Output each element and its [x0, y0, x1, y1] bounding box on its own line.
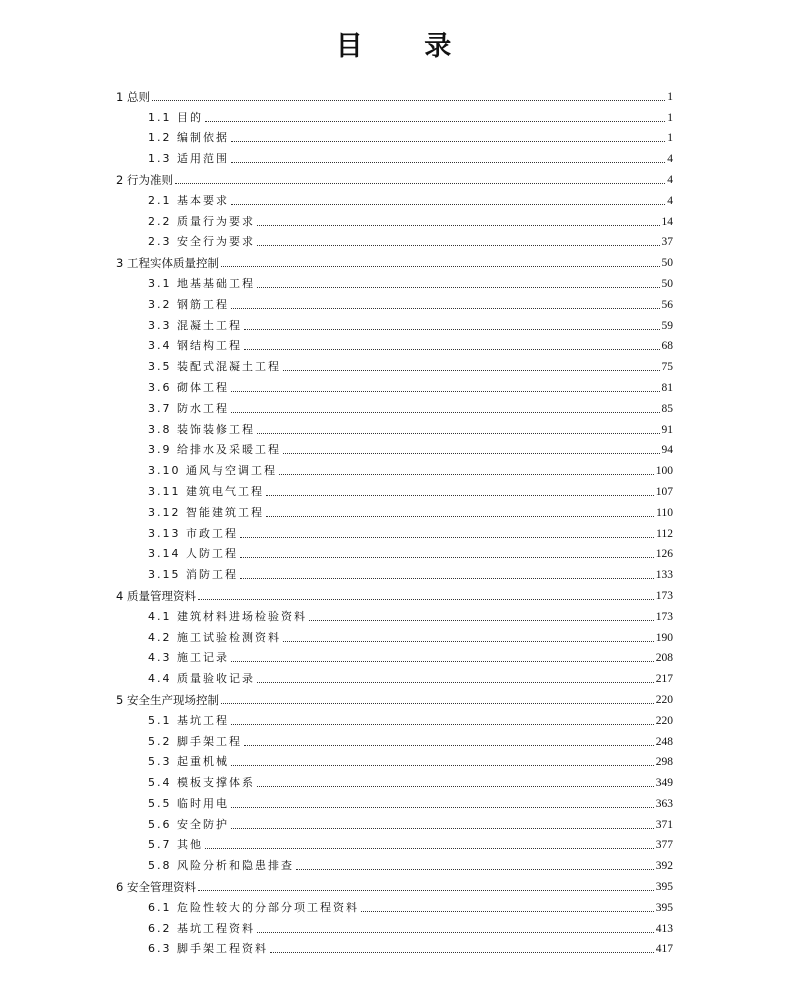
- toc-entry-text: 通风与空调工程: [186, 464, 277, 478]
- toc-entry-number: 2.2: [148, 214, 172, 228]
- toc-leader-dots: [266, 494, 654, 496]
- toc-entry[interactable]: [116, 561, 673, 582]
- toc-entry-text: 质量行为要求: [177, 214, 255, 228]
- toc-entry-label: [148, 194, 229, 208]
- toc-leader-dots: [198, 598, 654, 600]
- toc-leader-dots: [231, 827, 654, 829]
- toc-entry-text: 装饰装修工程: [177, 422, 255, 436]
- toc-page-number: 68: [661, 340, 673, 353]
- toc-entry-label: [148, 610, 307, 624]
- toc-entry-text: 钢筋工程: [177, 297, 229, 311]
- toc-entry-text: 建筑材料进场检验资料: [177, 609, 307, 623]
- toc-page-number: 91: [661, 423, 673, 436]
- toc-entry-label: [148, 922, 255, 936]
- toc-entry[interactable]: [116, 769, 673, 790]
- toc-entry-number: 3.7: [148, 401, 172, 415]
- toc-entry-text: 模板支撑体系: [177, 776, 255, 790]
- toc-page-number: 50: [661, 277, 673, 290]
- toc-page-number: 248: [655, 735, 673, 748]
- toc-page-number: 112: [656, 527, 673, 540]
- toc-entry[interactable]: [116, 353, 673, 374]
- toc-entry-text: 基坑工程资料: [177, 921, 255, 935]
- toc-entry-text: 智能建筑工程: [186, 505, 264, 519]
- toc-entry-number: 4: [116, 588, 124, 603]
- toc-leader-dots: [231, 161, 665, 163]
- toc-entry-text: 行为准则: [126, 172, 173, 187]
- toc-entry-text: 目的: [177, 110, 203, 124]
- toc-entry-label: [148, 111, 203, 125]
- toc-entry[interactable]: [116, 104, 673, 125]
- toc-entry-text: 起重机械: [177, 755, 229, 769]
- toc-entry-number: 3.14: [148, 547, 181, 561]
- toc-leader-dots: [231, 764, 654, 766]
- toc-entry-text: 质量验收记录: [177, 672, 255, 686]
- toc-entry-number: 4.1: [148, 609, 172, 623]
- toc-entry-number: 3.11: [148, 484, 181, 498]
- toc-entry[interactable]: [116, 312, 673, 333]
- toc-leader-dots: [257, 681, 654, 683]
- toc-entry-number: 3.15: [148, 568, 181, 582]
- toc-entry[interactable]: [116, 270, 673, 291]
- toc-entry-number: 5.8: [148, 859, 172, 873]
- toc-entry[interactable]: [116, 457, 673, 478]
- toc-leader-dots: [221, 265, 660, 267]
- toc-leader-dots: [152, 99, 665, 101]
- toc-entry-text: 基本要求: [177, 193, 229, 207]
- toc-entry-label: [148, 402, 229, 416]
- toc-leader-dots: [244, 744, 654, 746]
- toc-entry-number: 3.5: [148, 360, 172, 374]
- toc-entry-text: 混凝土工程: [177, 318, 242, 332]
- toc-entry[interactable]: [116, 665, 673, 686]
- toc-page-number: 395: [655, 881, 673, 894]
- toc-entry[interactable]: [116, 811, 673, 832]
- toc-entry-label: [148, 423, 255, 437]
- toc-entry-text: 临时用电: [177, 796, 229, 810]
- toc-entry[interactable]: [116, 478, 673, 499]
- toc-page-number: 190: [655, 631, 673, 644]
- toc-entry[interactable]: [116, 291, 673, 312]
- toc-leader-dots: [240, 536, 654, 538]
- toc-entry-text: 其他: [177, 838, 203, 852]
- toc-entry-label: [148, 818, 229, 832]
- toc-entry-label: [148, 631, 281, 645]
- toc-entry-number: 3: [116, 256, 124, 271]
- toc-entry[interactable]: [116, 208, 673, 229]
- toc-page-number: 413: [655, 922, 673, 935]
- toc-entry[interactable]: [116, 395, 673, 416]
- toc-entry[interactable]: [116, 894, 673, 915]
- toc-entry-label: [148, 776, 255, 790]
- toc-entry-label: [116, 693, 219, 707]
- toc-entry-label: [148, 735, 242, 749]
- toc-page-number: 81: [661, 381, 673, 394]
- toc-page-number: 349: [655, 777, 673, 790]
- toc-entry-label: [148, 942, 268, 956]
- page-title: 目 录: [335, 31, 478, 62]
- toc-entry[interactable]: [116, 624, 673, 645]
- toc-entry-text: 施工试验检测资料: [177, 630, 281, 644]
- toc-page-number: 220: [655, 693, 673, 706]
- toc-leader-dots: [361, 910, 654, 912]
- toc-entry-label: [148, 506, 264, 520]
- toc-entry-text: 脚手架工程资料: [177, 942, 268, 956]
- toc-entry-number: 2: [116, 172, 124, 187]
- toc-leader-dots: [257, 224, 660, 226]
- toc-entry-label: [148, 131, 229, 145]
- toc-entry-label: [148, 235, 255, 249]
- toc-entry[interactable]: [116, 852, 673, 873]
- toc-page-number: 298: [655, 756, 673, 769]
- toc-entry[interactable]: [116, 645, 673, 666]
- toc-entry-text: 地基基础工程: [177, 276, 255, 290]
- toc-entry-number: 1.1: [148, 110, 172, 124]
- toc-entry[interactable]: [116, 790, 673, 811]
- toc-leader-dots: [240, 577, 654, 579]
- toc-page-number: 377: [655, 839, 673, 852]
- toc-page-number: 107: [655, 485, 673, 498]
- toc-entry-number: 4.4: [148, 672, 172, 686]
- toc-entry-number: 3.12: [148, 505, 181, 519]
- toc-page-number: 4: [667, 194, 673, 207]
- toc-leader-dots: [283, 452, 660, 454]
- toc-entry-number: 5.2: [148, 734, 172, 748]
- toc-entry-text: 防水工程: [177, 401, 229, 415]
- toc-page-number: 85: [661, 402, 673, 415]
- toc-page-number: 94: [661, 444, 673, 457]
- toc-page-number: 100: [655, 465, 673, 478]
- toc-entry-number: 5.1: [148, 713, 172, 727]
- toc-page-number: 417: [655, 943, 673, 956]
- toc-page-number: 14: [661, 215, 673, 228]
- toc-entry-number: 1.2: [148, 131, 172, 145]
- toc-entry-number: 3.10: [148, 464, 181, 478]
- toc-entry-label: [148, 755, 229, 769]
- toc-entry[interactable]: [116, 374, 673, 395]
- toc-entry-number: 3.6: [148, 380, 172, 394]
- toc-entry-label: [148, 651, 229, 665]
- toc-entry[interactable]: [116, 333, 673, 354]
- toc-entry-label: [148, 381, 229, 395]
- toc-entry-label: [148, 859, 294, 873]
- toc-entry-label: [116, 90, 150, 104]
- toc-entry-number: 5: [116, 692, 124, 707]
- toc-entry-label: [148, 215, 255, 229]
- toc-entry-number: 5.7: [148, 838, 172, 852]
- toc-page-number: 126: [655, 548, 673, 561]
- toc-leader-dots: [205, 120, 665, 122]
- toc-entry-text: 钢结构工程: [177, 339, 242, 353]
- toc-entry[interactable]: [116, 686, 673, 707]
- toc-entry-text: 市政工程: [186, 526, 238, 540]
- toc-entry-text: 工程实体质量控制: [126, 256, 219, 271]
- toc-entry[interactable]: [116, 166, 673, 187]
- toc-page-number: 37: [661, 236, 673, 249]
- toc-page-number: 75: [661, 361, 673, 374]
- toc-entry-number: 4.2: [148, 630, 172, 644]
- toc-entry[interactable]: [116, 229, 673, 250]
- toc-entry-text: 质量管理资料: [126, 588, 196, 603]
- toc-entry[interactable]: [116, 582, 673, 603]
- toc-entry-text: 安全防护: [177, 817, 229, 831]
- toc-leader-dots: [257, 432, 660, 434]
- toc-leader-dots: [266, 515, 654, 517]
- toc-entry-label: [148, 797, 229, 811]
- toc-entry-number: 6.2: [148, 921, 172, 935]
- toc-page-number: 395: [655, 901, 673, 914]
- toc-page-number: 1: [667, 111, 673, 124]
- toc-entry-number: 2.1: [148, 193, 172, 207]
- toc-entry-text: 砌体工程: [177, 380, 229, 394]
- toc-entry[interactable]: [116, 520, 673, 541]
- toc-entry[interactable]: [116, 416, 673, 437]
- toc-page-number: 208: [655, 652, 673, 665]
- toc-leader-dots: [244, 328, 660, 330]
- toc-leader-dots: [175, 182, 665, 184]
- toc-entry-label: [116, 589, 196, 603]
- toc-leader-dots: [309, 619, 654, 621]
- toc-leader-dots: [283, 640, 654, 642]
- toc-entry-number: 4.3: [148, 651, 172, 665]
- toc-leader-dots: [231, 411, 660, 413]
- toc-entry-text: 施工记录: [177, 651, 229, 665]
- toc-entry-text: 建筑电气工程: [186, 484, 264, 498]
- toc-entry-label: [148, 443, 281, 457]
- toc-entry-text: 消防工程: [186, 568, 238, 582]
- toc-entry-text: 风险分析和隐患排查: [177, 859, 294, 873]
- toc-leader-dots: [296, 868, 654, 870]
- toc-entry-label: [148, 672, 255, 686]
- toc-entry[interactable]: [116, 915, 673, 936]
- toc-entry-number: 3.1: [148, 276, 172, 290]
- toc-entry-number: 5.3: [148, 755, 172, 769]
- toc-leader-dots: [279, 473, 654, 475]
- toc-entry[interactable]: [116, 749, 673, 770]
- toc-entry-number: 5.6: [148, 817, 172, 831]
- toc-entry-text: 装配式混凝土工程: [177, 360, 281, 374]
- toc-entry-text: 基坑工程: [177, 713, 229, 727]
- toc-entry-text: 安全生产现场控制: [126, 692, 219, 707]
- toc-entry-text: 脚手架工程: [177, 734, 242, 748]
- toc-entry-number: 3.2: [148, 297, 172, 311]
- toc-entry[interactable]: [116, 603, 673, 624]
- toc-entry-label: [148, 298, 229, 312]
- toc-leader-dots: [198, 889, 654, 891]
- toc-entry-text: 安全行为要求: [177, 235, 255, 249]
- toc-page-number: 110: [656, 506, 673, 519]
- toc-entry-text: 安全管理资料: [126, 880, 196, 895]
- toc-entry[interactable]: [116, 936, 673, 957]
- toc-page-number: 4: [667, 173, 673, 186]
- toc-entry-number: 3.13: [148, 526, 181, 540]
- toc-entry-label: [148, 568, 238, 582]
- toc-page-number: 371: [655, 818, 673, 831]
- toc-leader-dots: [244, 348, 660, 350]
- toc-entry-label: [148, 527, 238, 541]
- toc-leader-dots: [240, 556, 654, 558]
- toc-entry[interactable]: [116, 145, 673, 166]
- toc-leader-dots: [231, 806, 654, 808]
- toc-entry-label: [148, 464, 277, 478]
- toc-leader-dots: [205, 847, 654, 849]
- toc-entry-label: [148, 339, 242, 353]
- toc-page-number: 133: [655, 569, 673, 582]
- toc-entry[interactable]: [116, 437, 673, 458]
- toc-entry-label: [148, 547, 238, 561]
- toc-page-number: 1: [667, 90, 673, 103]
- toc-leader-dots: [231, 203, 665, 205]
- toc-entry-number: 1.3: [148, 152, 172, 166]
- toc-entry[interactable]: [116, 187, 673, 208]
- toc-entry-label: [148, 152, 229, 166]
- toc-entry[interactable]: [116, 541, 673, 562]
- toc-leader-dots: [231, 660, 654, 662]
- toc-entry-number: 6: [116, 880, 124, 895]
- toc-entry-label: [148, 714, 229, 728]
- toc-entry-text: 总则: [126, 89, 150, 104]
- toc-page-number: 217: [655, 673, 673, 686]
- toc-entry-label: [148, 319, 242, 333]
- toc-entry-number: 3.8: [148, 422, 172, 436]
- toc-page-number: 50: [661, 257, 673, 270]
- toc-entry-number: 6.3: [148, 942, 172, 956]
- toc-leader-dots: [257, 244, 660, 246]
- toc-entry[interactable]: [116, 728, 673, 749]
- toc-page-number: 4: [667, 153, 673, 166]
- toc-leader-dots: [231, 307, 660, 309]
- toc-leader-dots: [257, 931, 654, 933]
- table-of-contents: [116, 83, 673, 956]
- toc-page-number: 392: [655, 860, 673, 873]
- toc-page-number: 56: [661, 298, 673, 311]
- toc-entry[interactable]: [116, 249, 673, 270]
- toc-leader-dots: [283, 369, 660, 371]
- toc-page-number: 363: [655, 797, 673, 810]
- toc-entry[interactable]: [116, 125, 673, 146]
- toc-page-number: 59: [661, 319, 673, 332]
- toc-leader-dots: [231, 723, 654, 725]
- toc-leader-dots: [257, 785, 654, 787]
- toc-entry-number: 2.3: [148, 235, 172, 249]
- toc-entry-text: 危险性较大的分部分项工程资料: [177, 900, 359, 914]
- toc-leader-dots: [231, 390, 660, 392]
- toc-page-number: 173: [655, 589, 673, 602]
- toc-entry-number: 5.4: [148, 776, 172, 790]
- toc-leader-dots: [270, 951, 654, 953]
- toc-entry-text: 人防工程: [186, 547, 238, 561]
- toc-leader-dots: [231, 140, 665, 142]
- toc-entry-number: 6.1: [148, 900, 172, 914]
- toc-entry-label: [116, 256, 219, 270]
- toc-entry[interactable]: [116, 499, 673, 520]
- toc-entry[interactable]: [116, 832, 673, 853]
- toc-entry-number: 3.4: [148, 339, 172, 353]
- toc-entry-text: 编制依据: [177, 131, 229, 145]
- toc-entry-label: [116, 173, 173, 187]
- toc-entry-number: 5.5: [148, 796, 172, 810]
- toc-entry[interactable]: [116, 873, 673, 894]
- toc-entry-label: [148, 838, 203, 852]
- toc-entry-label: [148, 277, 255, 291]
- toc-entry[interactable]: [116, 707, 673, 728]
- toc-entry-number: 3.3: [148, 318, 172, 332]
- toc-page-number: 1: [667, 132, 673, 145]
- toc-entry[interactable]: [116, 83, 673, 104]
- toc-entry-number: 3.9: [148, 443, 172, 457]
- toc-entry-label: [148, 901, 359, 915]
- toc-entry-label: [148, 485, 264, 499]
- toc-page-number: 220: [655, 714, 673, 727]
- toc-entry-text: 适用范围: [177, 152, 229, 166]
- toc-page-number: 173: [655, 610, 673, 623]
- toc-entry-text: 给排水及采暖工程: [177, 443, 281, 457]
- toc-entry-label: [148, 360, 281, 374]
- toc-leader-dots: [221, 702, 654, 704]
- toc-leader-dots: [257, 286, 660, 288]
- toc-entry-number: 1: [116, 89, 124, 104]
- toc-entry-label: [116, 880, 196, 894]
